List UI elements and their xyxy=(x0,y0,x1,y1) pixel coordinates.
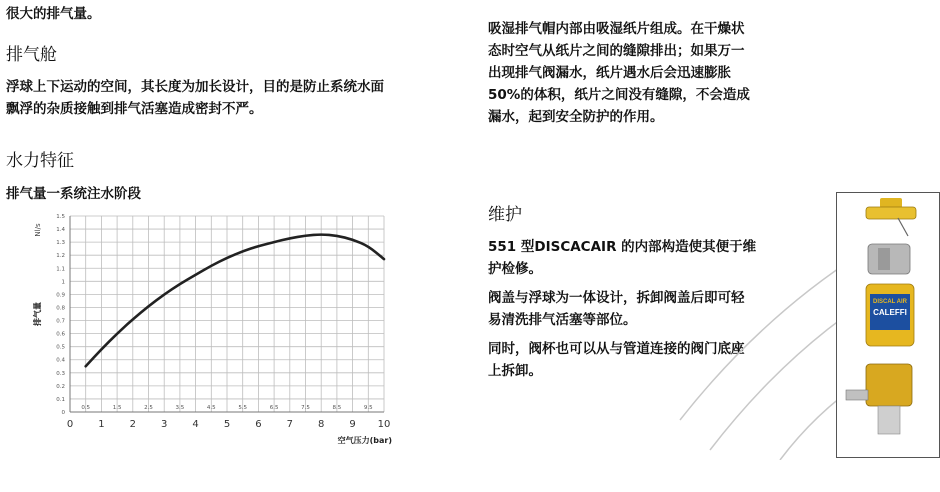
exhaust-section-title: 排气舱 xyxy=(6,45,57,65)
desiccant-line-4: 50%的体积，纸片之间没有缝隙，不会造成 xyxy=(488,87,750,103)
x-tick-label-major: 4 xyxy=(192,419,199,430)
product-exploded-view xyxy=(836,192,940,458)
drain-valve xyxy=(846,390,868,400)
y-tick-label: 0 xyxy=(61,410,65,416)
desiccant-line-3: 出现排气阀漏水，纸片遇水后会迅速膨胀 xyxy=(488,65,731,81)
x-tick-label-minor: 9.5 xyxy=(363,405,373,411)
maintenance-p2-line-2: 易清洗排气活塞等部位。 xyxy=(488,312,637,328)
exhaust-line-2: 飘浮的杂质接触到排气活塞造成密封不严。 xyxy=(6,101,263,117)
y-tick-label: 1 xyxy=(61,279,65,286)
x-tick-label-minor: 3.5 xyxy=(175,405,185,411)
y-tick-label: 0.9 xyxy=(56,292,65,299)
x-tick-label-major: 7 xyxy=(286,419,293,430)
x-tick-label-major: 0 xyxy=(66,419,74,430)
y-tick-label: 0.2 xyxy=(56,383,65,390)
flow-chart xyxy=(6,205,446,457)
x-tick-label-major: 9 xyxy=(349,419,356,430)
cap-top-part xyxy=(880,198,902,208)
maintenance-section-title: 维护 xyxy=(488,205,522,225)
y-tick-label: 0.7 xyxy=(56,318,65,325)
x-tick-label-minor: 0.5 xyxy=(81,405,91,411)
product-image xyxy=(836,192,940,458)
x-tick-label-major: 3 xyxy=(161,419,168,430)
hydraulic-section-title: 水力特征 xyxy=(6,151,74,171)
maintenance-p1-line-2: 护检修。 xyxy=(488,261,542,277)
y-tick-label: 0.6 xyxy=(56,331,65,338)
maintenance-p3-line-2: 上拆卸。 xyxy=(488,363,542,379)
x-tick-label-major: 5 xyxy=(223,419,231,430)
chart-subtitle: 排气量一系统注水阶段 xyxy=(6,186,141,202)
y-tick-label: 0.3 xyxy=(56,370,65,377)
x-tick-label-major: 8 xyxy=(318,419,325,430)
brass-base-part xyxy=(866,364,912,406)
x-tick-label-minor: 2.5 xyxy=(144,405,153,411)
x-tick-label-major: 2 xyxy=(129,419,136,430)
x-tick-label-minor: 6.5 xyxy=(269,405,279,411)
x-tick-label-minor: 8.5 xyxy=(332,405,342,411)
y-axis-unit: Nl/s xyxy=(34,223,42,237)
pipe-connector xyxy=(878,406,900,434)
chart-grid xyxy=(70,216,384,412)
cap-yellow-part xyxy=(866,207,916,219)
desiccant-line-5: 漏水，起到安全防护的作用。 xyxy=(488,109,664,125)
maintenance-p1-line-1: 551 型DISCACAIR 的内部构造使其便于维 xyxy=(488,239,757,255)
flow-chart-svg xyxy=(6,205,446,457)
x-tick-label-minor: 7.5 xyxy=(301,405,310,411)
x-tick-label-minor: 5.5 xyxy=(238,405,248,411)
float-detail xyxy=(878,248,890,270)
x-tick-label-major: 10 xyxy=(377,419,391,430)
desiccant-line-2: 态时空气从纸片之间的缝隙排出；如果万一 xyxy=(488,43,745,59)
intro-tail-text: 很大的排气量。 xyxy=(6,6,101,22)
x-axis-label: 空气压力(bar) xyxy=(337,436,392,445)
exhaust-line-1: 浮球上下运动的空间，其长度为加长设计，目的是防止系统水面 xyxy=(6,79,384,95)
y-tick-label: 1.4 xyxy=(56,227,65,234)
y-tick-label: 1.2 xyxy=(56,253,65,260)
y-tick-label: 0.8 xyxy=(56,305,65,312)
desiccant-cap-description xyxy=(488,18,828,128)
label-brand: CALEFFI xyxy=(873,308,907,317)
exhaust-section-body xyxy=(6,76,476,120)
desiccant-line-1: 吸湿排气帽内部由吸湿纸片组成。在干燥状 xyxy=(488,21,745,37)
y-tick-label: 0.5 xyxy=(56,344,65,351)
maintenance-p3-line-1: 同时，阀杯也可以从与管道连接的阀门底座 xyxy=(488,341,745,357)
y-tick-label: 0.4 xyxy=(56,357,65,364)
y-tick-label: 0.1 xyxy=(56,396,65,403)
y-tick-label: 1.3 xyxy=(56,240,65,247)
label-brand-top: DISCAL AIR xyxy=(872,299,908,305)
maintenance-p2-line-1: 阀盖与浮球为一体设计，拆卸阀盖后即可轻 xyxy=(488,290,745,306)
x-tick-label-major: 1 xyxy=(98,419,105,430)
x-tick-label-major: 6 xyxy=(255,419,262,430)
x-tick-label-minor: 1.5 xyxy=(112,405,122,411)
y-tick-label: 1.5 xyxy=(56,214,65,220)
y-axis-label: 排气量 xyxy=(33,302,42,326)
y-tick-label: 1.1 xyxy=(56,266,65,273)
x-tick-label-minor: 4.5 xyxy=(206,405,216,411)
